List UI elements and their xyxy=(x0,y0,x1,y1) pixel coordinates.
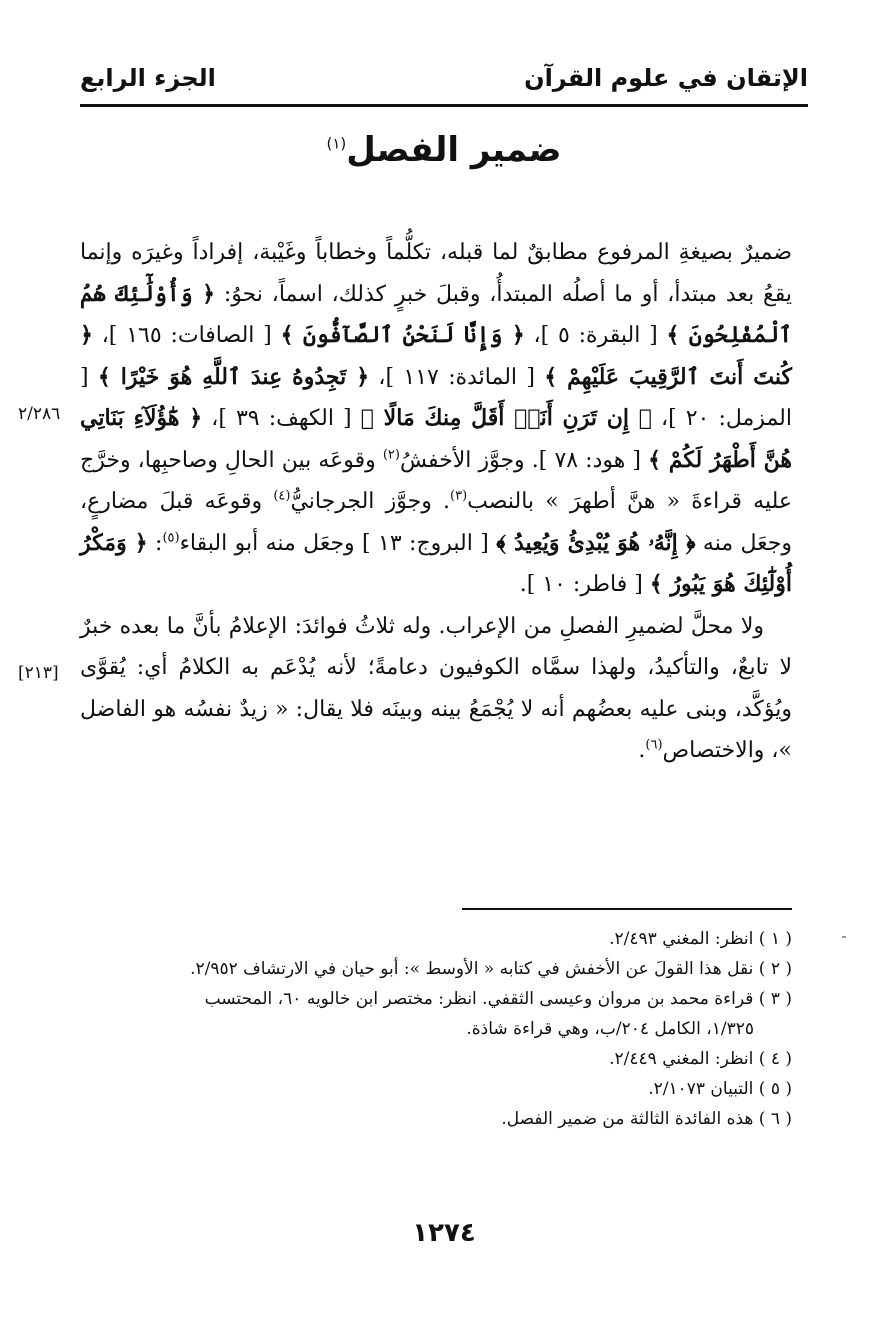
section-title xyxy=(80,130,808,170)
scan-speck xyxy=(842,936,846,938)
verse-citation: [ فاطر: ١٠ ]. xyxy=(519,572,650,597)
quran-verse: ﴿ إِن تَرَنِ أَنَا۠ أَقَلَّ مِنكَ مَالًا ﴾ xyxy=(360,405,652,431)
verse-citation: [ الكهف: ٣٩ ]، xyxy=(202,406,361,431)
verse-citation: [ البقرة: ٥ ]، xyxy=(524,323,667,348)
header-rule xyxy=(80,104,808,107)
text-run: . وجوَّز الجرجانيُّ xyxy=(290,489,451,514)
footnote-item: ١/٣٢٥، الكامل ٢٠٤/ب، وهي قراءة شاذة. xyxy=(466,1019,754,1039)
footnote-rule xyxy=(462,908,792,910)
text-run: وقوعَه بين الحالِ وصاحبِها، وخرَّج عليه قراءةَ « هنَّ أطهرَ » بالنصب xyxy=(80,447,792,514)
quran-verse: ﴿ هَٰٓؤُلَآءِ بَنَاتِي هُنَّ أَطْهَرُ لَكُمْ ﴾ xyxy=(80,405,792,473)
footnote-ref-3: (٣) xyxy=(450,488,468,504)
footnote-ref-2: (٢) xyxy=(382,447,400,463)
quran-verse: ﴿ وَمَكْرُ أُوْلَٰٓئِكَ هُوَ يَبُورُ ﴾ xyxy=(80,529,792,597)
footnote-item: ( ٣ ) قراءة محمد بن مروان وعيسى الثقفي. انظر: مختصر ابن خالويه ٦٠، المحتسب xyxy=(204,989,792,1009)
text-run: ضميرٌ بصيغةِ المرفوع مطابقٌ لما قبله، تكلُّماً وخطاباً وغَيْبة، إفراداً وغيرَه وإنما يقعُ بعد مبتدأ، أو ما أصلُه المبتدأُ، وقبلَ خبرٍ كذلك، اسماً، نحوُ: xyxy=(80,240,792,307)
margin-reference: ٢/٢٨٦ xyxy=(18,404,61,424)
verse-citation: [ المائدة: ١١٧ ]، xyxy=(369,364,545,390)
footnote-ref-4: (٤) xyxy=(273,488,291,504)
text-run: [ هود: ٧٨ ]. وجوَّز الأخفشُ xyxy=(399,447,649,473)
text-run: وقوعَه قبلَ مضارعٍ، وجعَل منه xyxy=(80,489,792,556)
header-volume: الجزء الرابع xyxy=(80,64,216,92)
paragraph-1 xyxy=(80,232,792,606)
quran-verse: ﴿ تَجِدُوهُ عِندَ ٱللَّهِ هُوَ خَيْرًا ﴾ xyxy=(97,363,370,390)
footnotes xyxy=(80,924,792,1134)
quran-verse: ﴿ وَإِنَّا لَنَحْنُ ٱلصَّآفُّونَ ﴾ xyxy=(280,322,525,348)
text-run: [ البروج: ١٣ ] وجعَل منه أبو البقاء xyxy=(179,530,497,556)
quran-verse: ﴿ كُنتَ أَنتَ ٱلرَّقِيبَ عَلَيْهِمْ ﴾ xyxy=(80,322,792,390)
footnote-ref-1: (١) xyxy=(326,134,347,153)
text-run: . xyxy=(638,738,646,763)
running-header xyxy=(80,64,808,104)
quran-verse: ﴿ وَأُوْلَٰٓئِكَ هُمُ ٱلْمُفْلِحُونَ ﴾ xyxy=(80,280,792,348)
footnote-ref-6: (٦) xyxy=(645,737,663,753)
verse-citation: [ الصافات: ١٦٥ ]، xyxy=(92,323,281,348)
text-run: ولا محلَّ لضميرِ الفصلِ من الإعراب. وله ثلاثُ فوائدَ: الإعلامُ بأنَّ ما بعده خبرٌ لا تابعٌ، والتأكيدُ، ولهذا سمَّاه الكوفيون دعامةً؛ لأنه يُدْعَم به الكلامُ أي: يُقوَّى ويُؤكَّد، وبنى عليه بعضُهم أنه لا يُجْمَعُ بينه وبينَه فلا يقال: « زيدٌ نفسُه هو الفاضل »، والاختصاص xyxy=(80,613,792,763)
page-number: ١٢٧٤ xyxy=(412,1218,476,1248)
verse-citation: [ المزمل: ٢٠ ]، xyxy=(80,364,792,431)
footnote-ref-5: (٥) xyxy=(162,530,180,546)
quran-verse: ﴿ إِنَّهُۥ هُوَ يُبْدِئُ وَيُعِيدُ ﴾ xyxy=(496,529,696,556)
footnote-item: ( ٦ ) هذه الفائدة الثالثة من ضمير الفصل. xyxy=(501,1109,792,1129)
footnote-item: ( ٢ ) نقل هذا القولَ عن الأخفش في كتابه « الأوسط »: أبو حيان في الارتشاف ٢/٩٥٢. xyxy=(190,959,792,979)
footnote-item: ( ٥ ) التبيان ٢/١٠٧٣. xyxy=(648,1079,792,1099)
header-book-title: الإتقان في علوم القرآن xyxy=(524,64,808,92)
section-title-text: ضمير الفصل xyxy=(346,130,562,170)
footnote-item: ( ٤ ) انظر: المغني ٢/٤٤٩. xyxy=(609,1049,792,1069)
main-text xyxy=(80,232,792,772)
paragraph-2 xyxy=(80,606,792,772)
margin-reference: [٢١٣] xyxy=(18,663,59,683)
text-run: : xyxy=(147,530,163,556)
footnote-item: ( ١ ) انظر: المغني ٢/٤٩٣. xyxy=(609,929,792,949)
